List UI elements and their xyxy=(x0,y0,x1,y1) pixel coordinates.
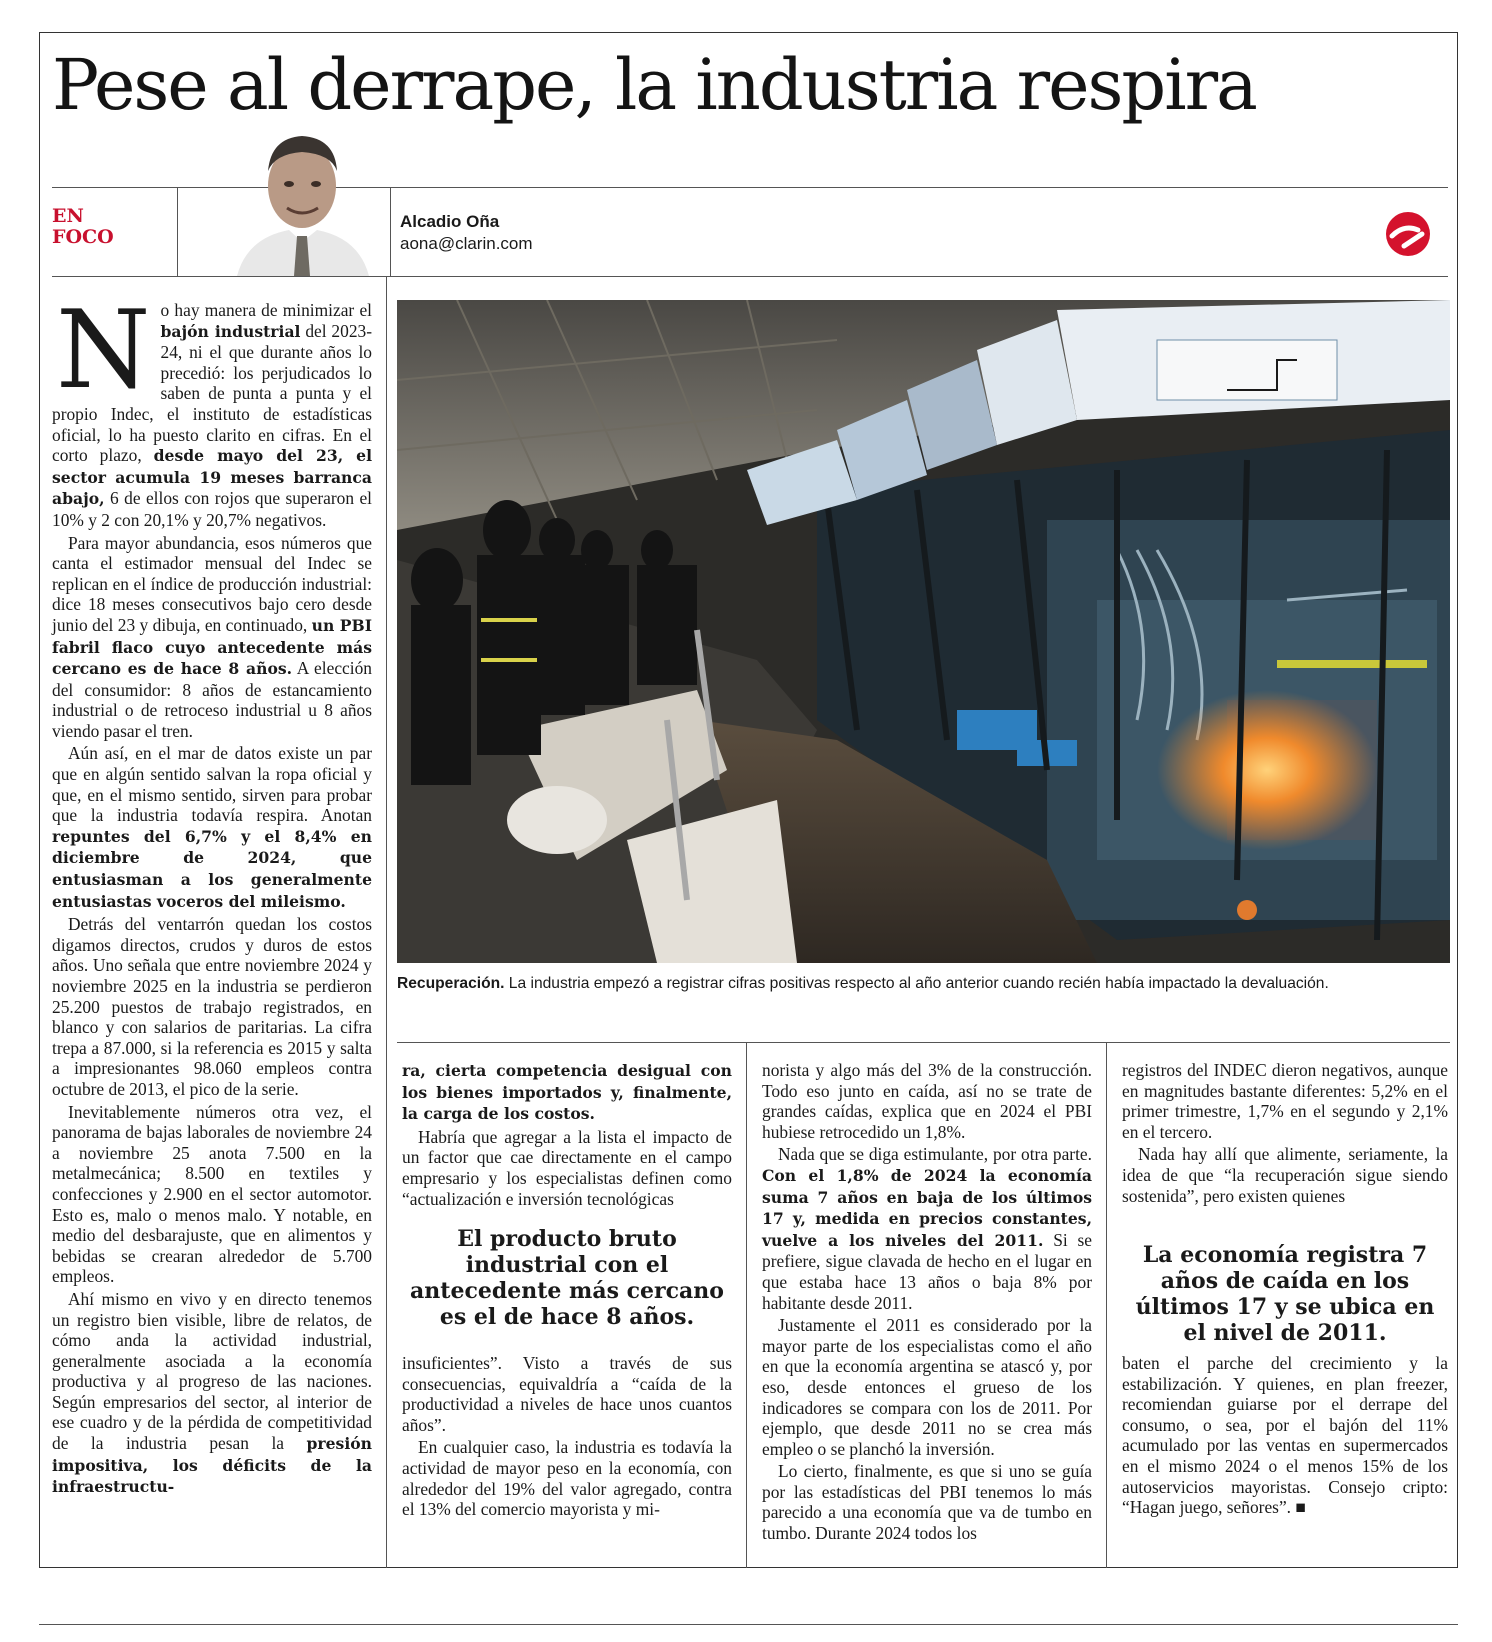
column-rule-2 xyxy=(746,1042,747,1568)
text: Nada hay allí que alimente, seriamente, la idea de que “la recuperación sigue siendo sostenida”, pero existen quienes xyxy=(1122,1144,1448,1206)
bold-text: bajón industrial xyxy=(160,321,301,341)
bold-text: un PBI fabril flaco cuyo antecedente más cercano es de hace 8 años. xyxy=(52,615,372,679)
caption-label: Recuperación. xyxy=(397,975,505,992)
text: Nada que se diga estimulante, por otra parte. xyxy=(778,1144,1092,1165)
text: insuficientes”. Visto a través de sus consecuencias, equivaldría a “caída de la productividad a niveles de hace unos cuantos años”. xyxy=(402,1353,732,1435)
column-4-top xyxy=(1122,1060,1448,1208)
column-2-top xyxy=(402,1060,732,1211)
clarin-logo-icon xyxy=(1384,210,1432,258)
paragraph xyxy=(762,1461,1092,1543)
text: Habría que agregar a la lista el impacto de un factor que cae directamente en el campo empresario y los especialistas definen como “actualización e inversión tecnológicas xyxy=(402,1126,732,1209)
paragraph xyxy=(52,743,372,912)
paragraph xyxy=(1122,1144,1448,1206)
section-tag xyxy=(52,206,172,248)
lower-section-rule xyxy=(397,1042,1450,1043)
byline-divider-left xyxy=(177,188,178,276)
text: Si se prefiere, sigue clavada de hecho en el lugar en que estaba hace 13 años o baja 8% por habitante desde 2011. xyxy=(762,1229,1092,1313)
section-tag-line2: FOCO xyxy=(52,226,114,248)
headline: Pese al derrape, la industria respira xyxy=(52,44,1256,126)
column-4-bottom xyxy=(1122,1353,1448,1520)
bold-text: desde mayo del 23, el sector acumula 19 meses barranca abajo, xyxy=(52,446,373,509)
text: Ahí mismo en vivo y en directo tenemos un registro bien visible, libre de relatos, de cómo anda la actividad industrial, generalmente asociada a la economía productiva y al progreso de las naciones. Según empresarios del sector, al interior de ese cuadro y de la pérdida de competitividad de la industria pesan la xyxy=(52,1288,372,1454)
paragraph xyxy=(1122,1353,1448,1518)
text: del 2023-24, ni el que durante años lo precedió: los perjudicados lo saben de punta a punta y el propio Indec, el instituto de estadísticas oficial, lo ha puesto clarito en cifras. En el corto plazo, xyxy=(52,320,373,466)
author-photo xyxy=(227,126,377,276)
photo-caption xyxy=(397,975,1450,993)
paragraph xyxy=(762,1060,1092,1142)
text: o hay manera de minimizar el xyxy=(160,300,372,320)
text: norista y algo más del 3% de la construcción. Todo eso junto en caída, así no se trate de grandes caídas, explica que en 2024 el PBI hubiese retrocedido un 1,8%. xyxy=(762,1060,1092,1142)
text: Para mayor abundancia, esos números que canta el estimador mensual del Indec se replican en el índice de producción industrial: dice 18 meses consecutivos bajo cero desde junio del 23 y dibuja, en continuado, xyxy=(52,532,372,635)
paragraph xyxy=(402,1437,732,1519)
author-email: aona@clarin.com xyxy=(400,234,533,253)
paragraph xyxy=(52,1102,372,1287)
paragraph xyxy=(762,1315,1092,1459)
author-name: Alcadio Oña xyxy=(400,212,500,231)
text: Justamente el 2011 es considerado por la mayor parte de los especialistas como el año en que la economía argentina se atascó y, por eso, desde entonces el grueso de los indicadores se compara con los de 2011. Por ejemplo, que desde 2011 no se crea más empleo o se planchó la inversión. xyxy=(762,1315,1092,1459)
pull-quote-1: El producto bruto industrial con el antecedente más cercano es el de hace 8 años. xyxy=(410,1226,724,1330)
text: Lo cierto, finalmente, es que si uno se guía por las estadísticas del PBI tenemos lo más parecido a una economía que va de tumbo en tumbo. Durante 2024 todos los xyxy=(762,1461,1092,1544)
paragraph xyxy=(52,533,372,742)
pull-quote-2: La economía registra 7 años de caída en los últimos 17 y se ubica en el nivel de 2011. xyxy=(1135,1242,1435,1346)
text: Inevitablemente números otra vez, el panorama de bajas laborales de noviembre 24 a noviembre 25 anota 7.500 en la metalmecánica; 8.500 en textiles y confecciones y 2.900 en el sector automotor. Esto es, malo o menos malo. Y notable, en medio del desbarajuste, que en alimentos y bebidas se crearan alrededor de 5.700 empleos. xyxy=(52,1101,372,1287)
bold-text: ra, cierta competencia desigual con los bienes importados y, finalmente, la carga de los costos. xyxy=(402,1061,732,1124)
control-room-photo xyxy=(397,300,1450,963)
paragraph xyxy=(402,1127,732,1209)
paragraph xyxy=(52,288,373,531)
paragraph xyxy=(1122,1060,1448,1142)
bold-text: presión impositiva, los déficits de la infraestructu- xyxy=(52,1434,372,1497)
text: 6 de ellos con rojos que superaron el 10% y 2 con 20,1% y 20,7% negativos. xyxy=(52,488,372,530)
text: baten el parche del crecimiento y la estabilización. Y quienes, en plan freezer, recomiendan guiarse por el derrape del consumo, o sea, por el bajón del 11% acumulado por las ventas en supermercados en el mismo 2024 o el menos 15% de los autoservicios mayoristas. Consejo cripto: “Hagan juego, señores”. ■ xyxy=(1122,1353,1448,1518)
paragraph xyxy=(52,1289,372,1498)
paragraph xyxy=(402,1060,732,1125)
section-tag-line1: EN xyxy=(52,205,84,227)
text: A elección del consumidor: 8 años de estancamiento industrial o de retroceso industrial u 8 años viendo pasar el tren. xyxy=(52,658,372,741)
paragraph xyxy=(762,1144,1092,1313)
byline-bar xyxy=(52,187,1448,277)
bold-text: Con el 1,8% de 2024 la economía suma 7 años en baja de los últimos 17 y, medida en precios constantes, vuelve a los niveles del 2011. xyxy=(762,1165,1092,1250)
caption-text: La industria empezó a registrar cifras positivas respecto al año anterior cuando recién había impactado la devaluación. xyxy=(504,975,1329,992)
column-rule-3 xyxy=(1106,1042,1107,1568)
drop-cap: N xyxy=(56,288,151,413)
paragraph xyxy=(52,914,372,1099)
paragraph xyxy=(402,1353,732,1435)
text: registros del INDEC dieron negativos, aunque en magnitudes bastante diferentes: 5,2% en el primer trimestre, 1,7% en el segundo y 2,1% en el tercero. xyxy=(1122,1060,1448,1142)
byline-divider-right xyxy=(390,188,391,276)
bold-text: repuntes del 6,7% y el 8,4% en diciembre de 2024, que entusiasman a los generalmente entusiastas voceros del mileismo. xyxy=(52,826,372,911)
column-rule-1 xyxy=(386,277,387,1568)
text: Detrás del ventarrón quedan los costos digamos directos, crudos y duros de estos años. Uno señala que entre noviembre 2024 y noviembre 2025 en la industria se perdieron 25.200 puestos de trabajo registrados, en blanco y con salarios de paritarias. La cifra trepa a 87.000, si la referencia es 2015 y salta a impresionantes 98.060 empleos contra octubre de 2013, el pico de la serie. xyxy=(52,914,372,1099)
column-3 xyxy=(762,1060,1092,1546)
column-1 xyxy=(52,288,373,1500)
column-2-bottom xyxy=(402,1353,732,1522)
page-bottom-rule xyxy=(39,1624,1458,1625)
text: Aún así, en el mar de datos existe un par que en algún sentido salvan la ropa oficial y que, en el mismo sentido, sirven para probar que la industria todavía respira. Anotan xyxy=(52,743,372,826)
text: En cualquier caso, la industria es todavía la actividad de mayor peso en la economía, con alrededor del 19% del valor agregado, contra el 13% del comercio mayorista y mi- xyxy=(402,1437,732,1520)
